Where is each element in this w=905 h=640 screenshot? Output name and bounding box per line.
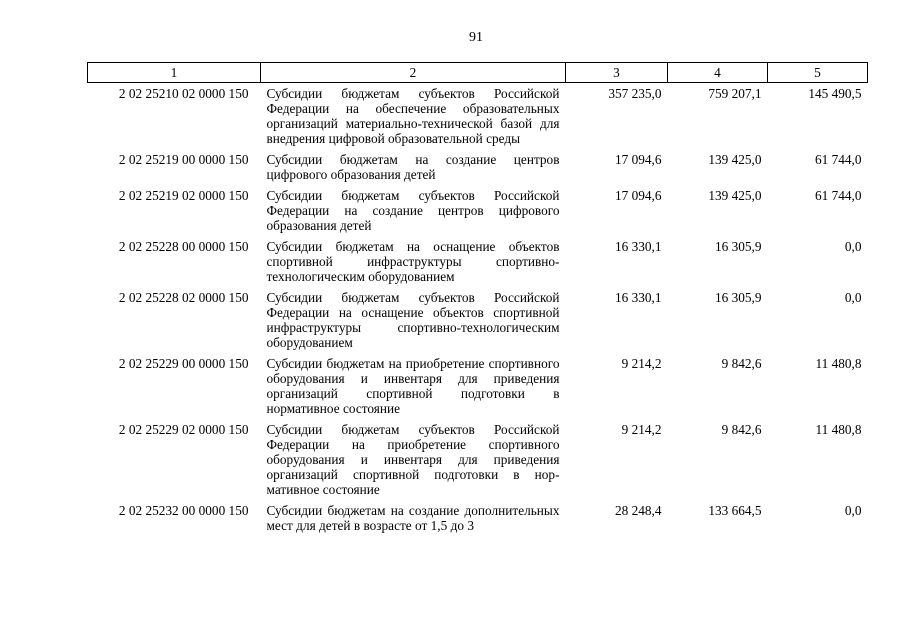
value-col5: 145 490,5 xyxy=(808,86,862,101)
table-row xyxy=(88,418,868,499)
row-description: Субсидии бюджетам на оснащение объектов спортивной инфраструктуры спортивно-технологическим оборудованием xyxy=(266,239,560,284)
budget-code: 2 02 25232 00 0000 150 xyxy=(118,503,249,518)
row-description: Субсидии бюджетам субъектов Российской Федерации на создание центров цифрового образования детей xyxy=(266,188,560,233)
budget-code: 2 02 25229 00 0000 150 xyxy=(118,356,249,371)
value-col4: 9 842,6 xyxy=(721,422,762,437)
value-col4: 16 305,9 xyxy=(714,239,762,254)
value-col3: 16 330,1 xyxy=(614,239,662,254)
column-header-4: 4 xyxy=(668,63,768,83)
value-col3: 16 330,1 xyxy=(614,290,662,305)
value-col3: 17 094,6 xyxy=(614,188,662,203)
value-col4: 139 425,0 xyxy=(708,152,762,167)
budget-code: 2 02 25210 02 0000 150 xyxy=(118,86,249,101)
value-col5: 61 744,0 xyxy=(814,188,862,203)
value-col3: 17 094,6 xyxy=(614,152,662,167)
page-number: 91 xyxy=(469,30,483,45)
value-col5: 0,0 xyxy=(844,239,862,254)
value-col5: 11 480,8 xyxy=(815,422,862,437)
row-description: Субсидии бюджетам на создание дополнительных мест для детей в возрасте от 1,5 до 3 xyxy=(266,503,560,533)
table-header-row xyxy=(88,63,868,83)
budget-code: 2 02 25229 02 0000 150 xyxy=(118,422,249,437)
value-col5: 0,0 xyxy=(844,503,862,518)
table-row xyxy=(88,148,868,184)
value-col4: 139 425,0 xyxy=(708,188,762,203)
column-header-3: 3 xyxy=(566,63,668,83)
table-row xyxy=(88,352,868,418)
row-description: Субсидии бюджетам на создание центров цифрового образования детей xyxy=(266,152,560,182)
budget-code: 2 02 25219 00 0000 150 xyxy=(118,152,249,167)
row-description: Субсидии бюджетам на приобретение спортивного оборудования и инвентаря для приведения организаций спортивной подготовки в нормативное состояние xyxy=(266,356,560,416)
value-col4: 759 207,1 xyxy=(708,86,762,101)
budget-code: 2 02 25228 02 0000 150 xyxy=(118,290,249,305)
column-header-2: 2 xyxy=(261,63,566,83)
value-col4: 9 842,6 xyxy=(721,356,762,371)
table-row xyxy=(88,83,868,149)
value-col4: 16 305,9 xyxy=(714,290,762,305)
budget-code: 2 02 25219 02 0000 150 xyxy=(118,188,249,203)
value-col4: 133 664,5 xyxy=(708,503,762,518)
value-col3: 9 214,2 xyxy=(621,356,662,371)
value-col3: 28 248,4 xyxy=(614,503,662,518)
column-header-5: 5 xyxy=(768,63,868,83)
value-col5: 61 744,0 xyxy=(814,152,862,167)
table-row xyxy=(88,286,868,352)
column-header-1: 1 xyxy=(88,63,261,83)
budget-table xyxy=(87,62,868,535)
table-row xyxy=(88,235,868,286)
value-col5: 11 480,8 xyxy=(815,356,862,371)
table-row xyxy=(88,184,868,235)
table-row xyxy=(88,499,868,535)
value-col3: 9 214,2 xyxy=(621,422,662,437)
row-description: Субсидии бюджетам субъектов Российской Федерации на обеспечение образовательных организаций материально-технической базой для внедрения цифровой образовательной среды xyxy=(266,86,560,146)
row-description: Субсидии бюджетам субъектов Российской Федерации на приобретение спортивного оборудования и инвентаря для приведения организаций спортивной подготовки в нормативное состояние xyxy=(266,422,560,497)
row-description: Субсидии бюджетам субъектов Российской Федерации на оснащение объектов спортивной инфраструктуры спортивно-технологическим оборудованием xyxy=(266,290,560,350)
budget-code: 2 02 25228 00 0000 150 xyxy=(118,239,249,254)
value-col3: 357 235,0 xyxy=(608,86,662,101)
value-col5: 0,0 xyxy=(844,290,862,305)
